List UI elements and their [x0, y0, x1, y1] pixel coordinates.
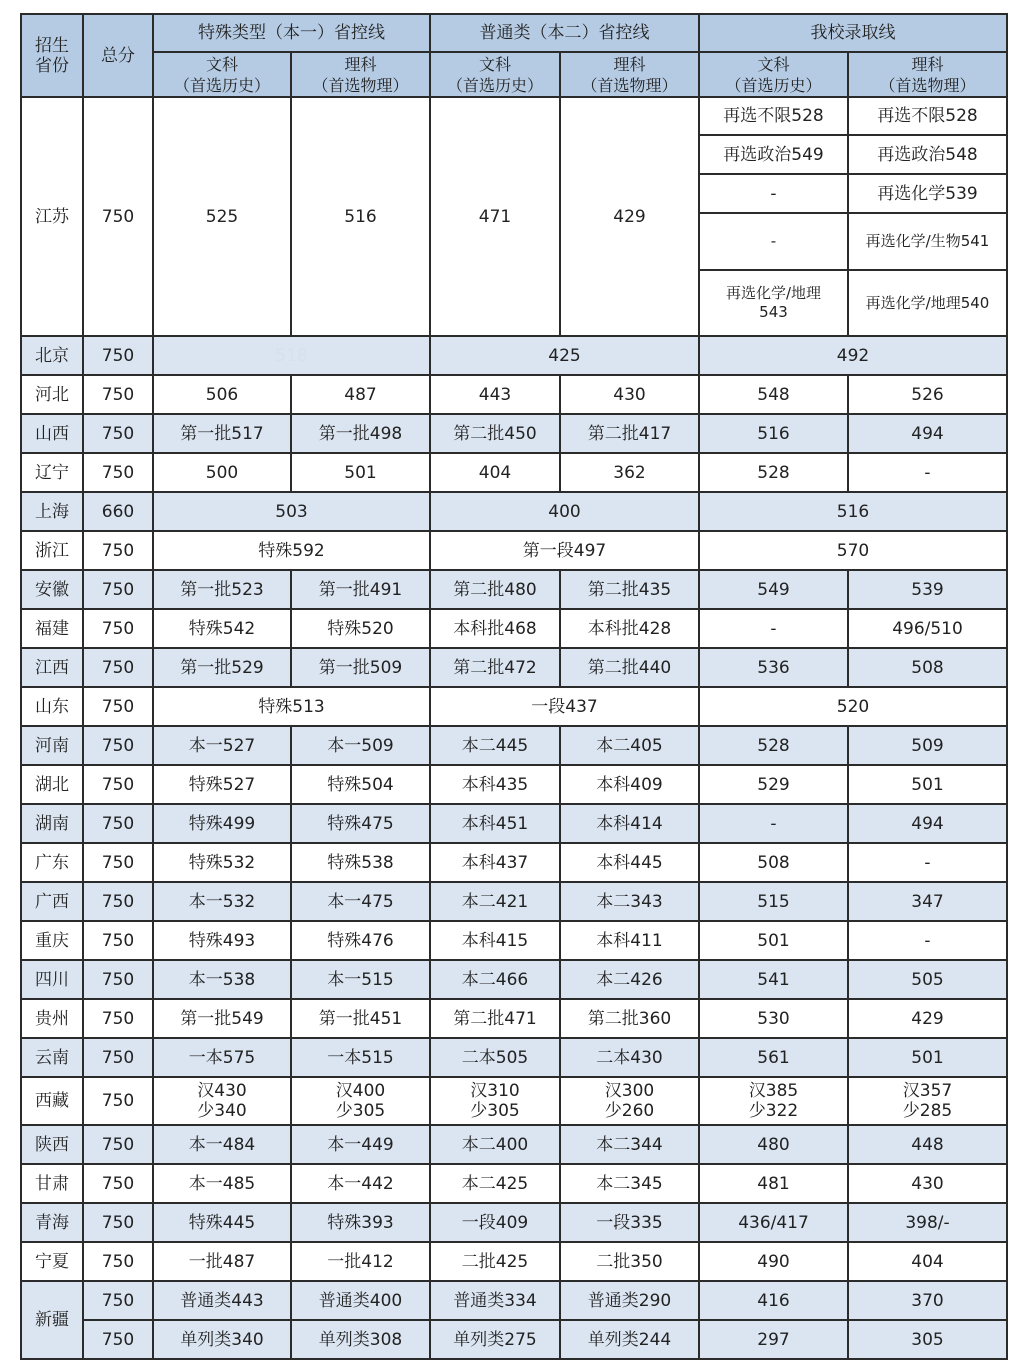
- table-row: [21, 453, 1007, 492]
- ordinary-wen-cell: 本科批468: [430, 609, 560, 648]
- header-total: 总分: [83, 14, 153, 97]
- school-wen-cell: 436/417: [699, 1203, 848, 1242]
- ordinary-li-cell: 本科批428: [560, 609, 699, 648]
- school-li-cell: 347: [848, 882, 1007, 921]
- province-cell: 山西: [21, 414, 83, 453]
- school-li-cell: 508: [848, 648, 1007, 687]
- table-row: [21, 999, 1007, 1038]
- province-cell: 安徽: [21, 570, 83, 609]
- total-cell: 750: [83, 843, 153, 882]
- province-cell: 河南: [21, 726, 83, 765]
- ordinary-li-cell: 本科414: [560, 804, 699, 843]
- header-school-wen: 文科 （首选历史）: [699, 52, 848, 97]
- table-row: [21, 921, 1007, 960]
- ordinary-merged-cell: 400: [430, 492, 699, 531]
- ordinary-merged-cell: 一段437: [430, 687, 699, 726]
- special-wen-cell: 第一批517: [153, 414, 291, 453]
- school-wen-cell: 541: [699, 960, 848, 999]
- ordinary-li-cell: 本二345: [560, 1164, 699, 1203]
- total-cell: 750: [83, 1125, 153, 1164]
- special-wen-cell: 本一532: [153, 882, 291, 921]
- ordinary-li-cell: 429: [560, 97, 699, 336]
- school-wen-cell: 528: [699, 453, 848, 492]
- table-row: [21, 1164, 1007, 1203]
- school-merged-cell: 492: [699, 336, 1007, 375]
- school-wen-cell: 480: [699, 1125, 848, 1164]
- special-wen-cell: 汉430 少340: [153, 1077, 291, 1125]
- school-wen-cell: 515: [699, 882, 848, 921]
- ordinary-li-cell: 第二批440: [560, 648, 699, 687]
- special-wen-cell: 单列类340: [153, 1320, 291, 1359]
- school-wen-cell: 529: [699, 765, 848, 804]
- special-li-cell: 501: [291, 453, 430, 492]
- xinjiang-row: [21, 1281, 1007, 1320]
- school-li-cell: 404: [848, 1242, 1007, 1281]
- school-wen-cell: 516: [699, 414, 848, 453]
- table-row: [21, 843, 1007, 882]
- table-row: [21, 609, 1007, 648]
- special-li-cell: 汉400 少305: [291, 1077, 430, 1125]
- header-special-li: 理科 （首选物理）: [291, 52, 430, 97]
- total-cell: 750: [83, 453, 153, 492]
- table-row: [21, 1038, 1007, 1077]
- total-cell: 660: [83, 492, 153, 531]
- special-wen-cell: 特殊445: [153, 1203, 291, 1242]
- school-wen-cell: 297: [699, 1320, 848, 1359]
- special-li-cell: 特殊504: [291, 765, 430, 804]
- school-li-cell: 494: [848, 804, 1007, 843]
- total-cell: 750: [83, 765, 153, 804]
- table-row: [21, 648, 1007, 687]
- school-wen-cell: 再选不限528: [699, 97, 848, 135]
- ordinary-wen-cell: 二批425: [430, 1242, 560, 1281]
- special-li-cell: 单列类308: [291, 1320, 430, 1359]
- school-li-cell: 509: [848, 726, 1007, 765]
- ordinary-wen-cell: 本二400: [430, 1125, 560, 1164]
- school-wen-cell: -: [699, 213, 848, 270]
- ordinary-wen-cell: 一段409: [430, 1203, 560, 1242]
- header-ordinary-li: 理科 （首选物理）: [560, 52, 699, 97]
- ordinary-li-cell: 本科445: [560, 843, 699, 882]
- school-wen-cell: 536: [699, 648, 848, 687]
- ordinary-li-cell: 第二批360: [560, 999, 699, 1038]
- school-li-cell: 305: [848, 1320, 1007, 1359]
- school-li-cell: -: [848, 453, 1007, 492]
- total-cell: 750: [83, 1242, 153, 1281]
- special-wen-cell: 特殊499: [153, 804, 291, 843]
- table-row: [21, 1077, 1007, 1125]
- ordinary-wen-cell: 443: [430, 375, 560, 414]
- ordinary-li-cell: 430: [560, 375, 699, 414]
- special-wen-cell: 本一484: [153, 1125, 291, 1164]
- total-cell: 750: [83, 1077, 153, 1125]
- school-li-cell: 429: [848, 999, 1007, 1038]
- province-cell: 江苏: [21, 97, 83, 336]
- ordinary-li-cell: 第二批435: [560, 570, 699, 609]
- school-li-cell: 501: [848, 1038, 1007, 1077]
- school-wen-cell: -: [699, 174, 848, 213]
- ordinary-li-cell: 普通类290: [560, 1281, 699, 1320]
- special-merged-cell: 特殊592: [153, 531, 430, 570]
- ordinary-li-cell: 第二批417: [560, 414, 699, 453]
- province-cell: 浙江: [21, 531, 83, 570]
- total-cell: 750: [83, 882, 153, 921]
- table-row: [21, 804, 1007, 843]
- special-wen-cell: 本一538: [153, 960, 291, 999]
- school-li-cell: 494: [848, 414, 1007, 453]
- school-wen-cell: 549: [699, 570, 848, 609]
- special-li-cell: 特殊393: [291, 1203, 430, 1242]
- total-cell: 750: [83, 609, 153, 648]
- school-li-cell: 496/510: [848, 609, 1007, 648]
- ordinary-wen-cell: 第二批472: [430, 648, 560, 687]
- school-li-cell: 汉357 少285: [848, 1077, 1007, 1125]
- province-cell: 湖南: [21, 804, 83, 843]
- ordinary-wen-cell: 本二421: [430, 882, 560, 921]
- special-merged-cell: 503: [153, 492, 430, 531]
- school-li-cell: -: [848, 921, 1007, 960]
- school-merged-cell: 516: [699, 492, 1007, 531]
- ordinary-wen-cell: 404: [430, 453, 560, 492]
- special-li-cell: 特殊538: [291, 843, 430, 882]
- special-merged-cell: 518: [153, 336, 430, 375]
- school-li-cell: 370: [848, 1281, 1007, 1320]
- special-li-cell: 普通类400: [291, 1281, 430, 1320]
- special-wen-cell: 第一批549: [153, 999, 291, 1038]
- province-cell: 河北: [21, 375, 83, 414]
- school-li-cell: 再选化学539: [848, 174, 1007, 213]
- special-wen-cell: 525: [153, 97, 291, 336]
- header-ordinary-group: 普通类（本二）省控线: [430, 14, 699, 52]
- header-province: 招生 省份: [21, 14, 83, 97]
- header-row: [21, 14, 1007, 52]
- table-row: [21, 687, 1007, 726]
- ordinary-wen-cell: 471: [430, 97, 560, 336]
- ordinary-wen-cell: 本科435: [430, 765, 560, 804]
- table-row: [21, 414, 1007, 453]
- special-li-cell: 一本515: [291, 1038, 430, 1077]
- ordinary-wen-cell: 第二批450: [430, 414, 560, 453]
- special-li-cell: 第一批509: [291, 648, 430, 687]
- header-school-group: 我校录取线: [699, 14, 1007, 52]
- school-li-cell: 539: [848, 570, 1007, 609]
- province-cell: 福建: [21, 609, 83, 648]
- ordinary-wen-cell: 本二445: [430, 726, 560, 765]
- special-li-cell: 本一442: [291, 1164, 430, 1203]
- school-wen-cell: -: [699, 804, 848, 843]
- ordinary-wen-cell: 第二批480: [430, 570, 560, 609]
- ordinary-li-cell: 二本430: [560, 1038, 699, 1077]
- school-wen-cell: 416: [699, 1281, 848, 1320]
- province-cell: 辽宁: [21, 453, 83, 492]
- province-cell: 山东: [21, 687, 83, 726]
- province-cell: 贵州: [21, 999, 83, 1038]
- province-cell: 宁夏: [21, 1242, 83, 1281]
- header-special-group: 特殊类型（本一）省控线: [153, 14, 430, 52]
- province-cell: 新疆: [21, 1281, 83, 1359]
- province-cell: 甘肃: [21, 1164, 83, 1203]
- header-special-wen: 文科 （首选历史）: [153, 52, 291, 97]
- total-cell: 750: [83, 726, 153, 765]
- special-wen-cell: 一本575: [153, 1038, 291, 1077]
- special-merged-cell: 特殊513: [153, 687, 430, 726]
- total-cell: 750: [83, 921, 153, 960]
- total-cell: 750: [83, 1281, 153, 1320]
- special-wen-cell: 第一批529: [153, 648, 291, 687]
- province-cell: 四川: [21, 960, 83, 999]
- xinjiang-row: [21, 1320, 1007, 1359]
- school-li-cell: -: [848, 843, 1007, 882]
- ordinary-wen-cell: 单列类275: [430, 1320, 560, 1359]
- special-wen-cell: 本一527: [153, 726, 291, 765]
- special-li-cell: 本一449: [291, 1125, 430, 1164]
- special-li-cell: 第一批498: [291, 414, 430, 453]
- special-wen-cell: 一批487: [153, 1242, 291, 1281]
- table-row: [21, 1203, 1007, 1242]
- province-cell: 湖北: [21, 765, 83, 804]
- school-wen-cell: 再选政治549: [699, 135, 848, 174]
- table-row: [21, 336, 1007, 375]
- special-wen-cell: 特殊493: [153, 921, 291, 960]
- total-cell: 750: [83, 999, 153, 1038]
- school-wen-cell: 再选化学/地理 543: [699, 270, 848, 336]
- header-ordinary-wen: 文科 （首选历史）: [430, 52, 560, 97]
- school-li-cell: 430: [848, 1164, 1007, 1203]
- table-row: [21, 726, 1007, 765]
- ordinary-wen-cell: 本科415: [430, 921, 560, 960]
- school-li-cell: 526: [848, 375, 1007, 414]
- table-row: [21, 492, 1007, 531]
- total-cell: 750: [83, 97, 153, 336]
- ordinary-wen-cell: 普通类334: [430, 1281, 560, 1320]
- special-li-cell: 特殊520: [291, 609, 430, 648]
- province-cell: 重庆: [21, 921, 83, 960]
- school-li-cell: 再选政治548: [848, 135, 1007, 174]
- school-wen-cell: 490: [699, 1242, 848, 1281]
- ordinary-li-cell: 362: [560, 453, 699, 492]
- admission-score-table: [20, 13, 1008, 1360]
- total-cell: 750: [83, 687, 153, 726]
- special-wen-cell: 特殊532: [153, 843, 291, 882]
- school-wen-cell: 508: [699, 843, 848, 882]
- school-wen-cell: 530: [699, 999, 848, 1038]
- total-cell: 750: [83, 531, 153, 570]
- header-subrow: [21, 52, 1007, 97]
- total-cell: 750: [83, 960, 153, 999]
- province-cell: 江西: [21, 648, 83, 687]
- special-li-cell: 一批412: [291, 1242, 430, 1281]
- total-cell: 750: [83, 414, 153, 453]
- ordinary-li-cell: 一段335: [560, 1203, 699, 1242]
- total-cell: 750: [83, 336, 153, 375]
- ordinary-li-cell: 本二344: [560, 1125, 699, 1164]
- ordinary-li-cell: 汉300 少260: [560, 1077, 699, 1125]
- total-cell: 750: [83, 1038, 153, 1077]
- special-wen-cell: 特殊542: [153, 609, 291, 648]
- ordinary-li-cell: 本科411: [560, 921, 699, 960]
- table-row: [21, 960, 1007, 999]
- table-row: [21, 882, 1007, 921]
- school-wen-cell: 561: [699, 1038, 848, 1077]
- jiangsu-row: [21, 97, 1007, 135]
- ordinary-wen-cell: 本科451: [430, 804, 560, 843]
- school-wen-cell: 汉385 少322: [699, 1077, 848, 1125]
- special-li-cell: 本一515: [291, 960, 430, 999]
- ordinary-wen-cell: 本二466: [430, 960, 560, 999]
- special-li-cell: 487: [291, 375, 430, 414]
- school-li-cell: 398/-: [848, 1203, 1007, 1242]
- ordinary-merged-cell: 425: [430, 336, 699, 375]
- total-cell: 750: [83, 804, 153, 843]
- school-merged-cell: 520: [699, 687, 1007, 726]
- special-li-cell: 第一批491: [291, 570, 430, 609]
- ordinary-merged-cell: 第一段497: [430, 531, 699, 570]
- school-wen-cell: 528: [699, 726, 848, 765]
- ordinary-li-cell: 本二405: [560, 726, 699, 765]
- special-wen-cell: 第一批523: [153, 570, 291, 609]
- table-row: [21, 1125, 1007, 1164]
- special-wen-cell: 506: [153, 375, 291, 414]
- special-wen-cell: 本一485: [153, 1164, 291, 1203]
- school-li-cell: 再选不限528: [848, 97, 1007, 135]
- special-li-cell: 本一475: [291, 882, 430, 921]
- special-li-cell: 516: [291, 97, 430, 336]
- ordinary-li-cell: 单列类244: [560, 1320, 699, 1359]
- ordinary-li-cell: 二批350: [560, 1242, 699, 1281]
- ordinary-wen-cell: 第二批471: [430, 999, 560, 1038]
- school-wen-cell: 548: [699, 375, 848, 414]
- total-cell: 750: [83, 1320, 153, 1359]
- special-li-cell: 特殊476: [291, 921, 430, 960]
- province-cell: 广西: [21, 882, 83, 921]
- ordinary-wen-cell: 本二425: [430, 1164, 560, 1203]
- special-li-cell: 特殊475: [291, 804, 430, 843]
- total-cell: 750: [83, 648, 153, 687]
- ordinary-li-cell: 本二426: [560, 960, 699, 999]
- school-li-cell: 448: [848, 1125, 1007, 1164]
- province-cell: 广东: [21, 843, 83, 882]
- table-row: [21, 531, 1007, 570]
- total-cell: 750: [83, 375, 153, 414]
- total-cell: 750: [83, 570, 153, 609]
- table-row: [21, 375, 1007, 414]
- special-li-cell: 本一509: [291, 726, 430, 765]
- table-row: [21, 1242, 1007, 1281]
- special-wen-cell: 普通类443: [153, 1281, 291, 1320]
- header-school-li: 理科 （首选物理）: [848, 52, 1007, 97]
- ordinary-wen-cell: 本科437: [430, 843, 560, 882]
- total-cell: 750: [83, 1203, 153, 1242]
- ordinary-li-cell: 本二343: [560, 882, 699, 921]
- school-wen-cell: 481: [699, 1164, 848, 1203]
- school-wen-cell: -: [699, 609, 848, 648]
- special-li-cell: 第一批451: [291, 999, 430, 1038]
- school-li-cell: 505: [848, 960, 1007, 999]
- province-cell: 陕西: [21, 1125, 83, 1164]
- ordinary-wen-cell: 二本505: [430, 1038, 560, 1077]
- special-wen-cell: 特殊527: [153, 765, 291, 804]
- province-cell: 云南: [21, 1038, 83, 1077]
- school-li-cell: 再选化学/生物541: [848, 213, 1007, 270]
- school-merged-cell: 570: [699, 531, 1007, 570]
- total-cell: 750: [83, 1164, 153, 1203]
- school-wen-cell: 501: [699, 921, 848, 960]
- special-wen-cell: 500: [153, 453, 291, 492]
- ordinary-wen-cell: 汉310 少305: [430, 1077, 560, 1125]
- province-cell: 青海: [21, 1203, 83, 1242]
- province-cell: 北京: [21, 336, 83, 375]
- table-row: [21, 765, 1007, 804]
- province-cell: 西藏: [21, 1077, 83, 1125]
- province-cell: 上海: [21, 492, 83, 531]
- ordinary-li-cell: 本科409: [560, 765, 699, 804]
- table-row: [21, 570, 1007, 609]
- school-li-cell: 501: [848, 765, 1007, 804]
- school-li-cell: 再选化学/地理540: [848, 270, 1007, 336]
